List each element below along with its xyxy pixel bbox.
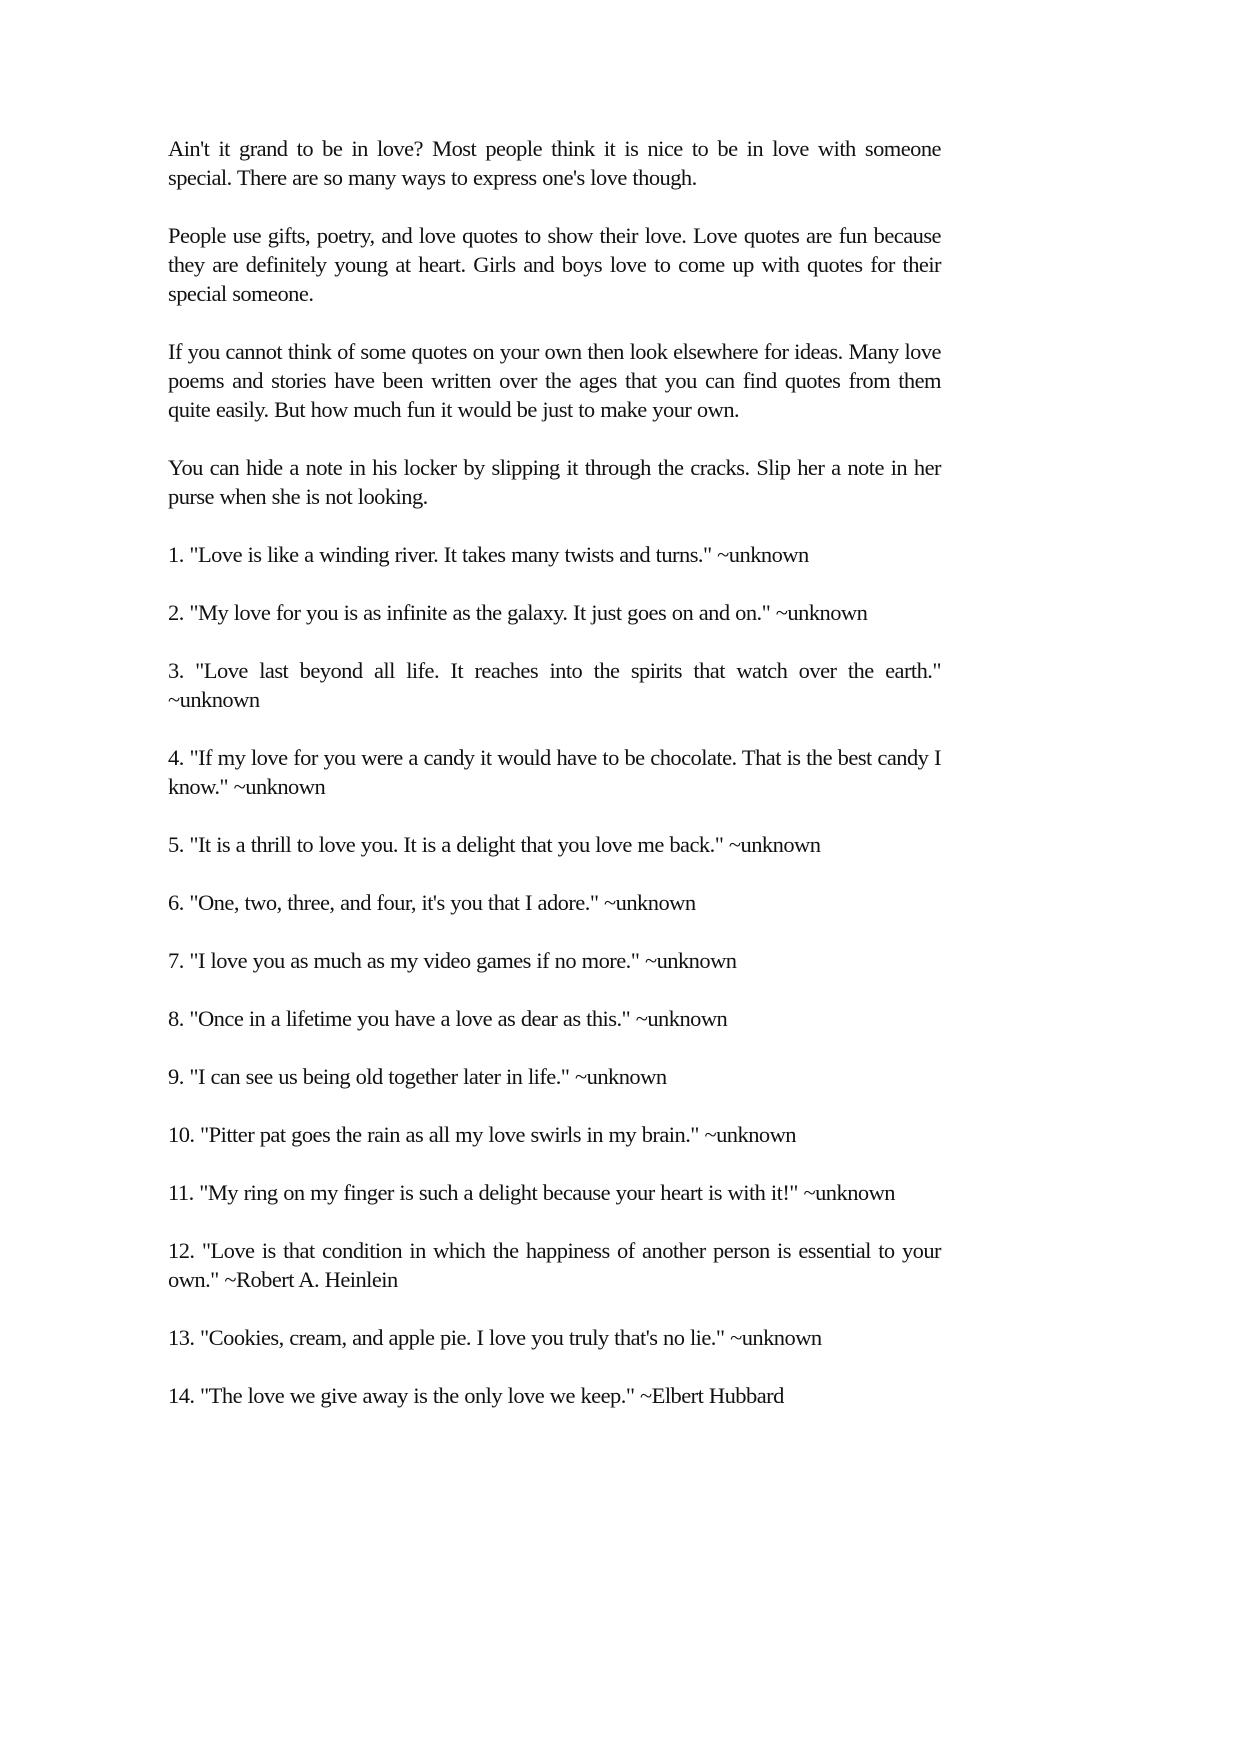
quote-item: 10. "Pitter pat goes the rain as all my love swirls in my brain." ~unknown	[168, 1122, 796, 1147]
intro-paragraph: You can hide a note in his locker by slipping it through the cracks. Slip her a note in her purse when she is not looking.	[168, 455, 941, 509]
quote-item: 4. "If my love for you were a candy it would have to be chocolate. That is the best candy I know." ~unknown	[168, 745, 941, 799]
intro-paragraph: Ain't it grand to be in love? Most people think it is nice to be in love with someone special. There are so many ways to express one's love though.	[168, 136, 941, 190]
quote-item: 11. "My ring on my finger is such a delight because your heart is with it!" ~unknown	[168, 1180, 895, 1205]
document-page	[168, 134, 941, 1439]
intro-paragraph: People use gifts, poetry, and love quotes to show their love. Love quotes are fun because they are definitely young at heart. Girls and boys love to come up with quotes for their special someone.	[168, 223, 941, 306]
quote-item: 13. "Cookies, cream, and apple pie. I love you truly that's no lie." ~unknown	[168, 1325, 822, 1350]
intro-paragraph: If you cannot think of some quotes on your own then look elsewhere for ideas. Many love poems and stories have been written over the ages that you can find quotes from them quite easily. But how much fun it would be just to make your own.	[168, 339, 941, 422]
quote-item: 14. "The love we give away is the only love we keep." ~Elbert Hubbard	[168, 1383, 784, 1408]
quote-item: 1. "Love is like a winding river. It takes many twists and turns." ~unknown	[168, 542, 809, 567]
quote-item: 8. "Once in a lifetime you have a love as dear as this." ~unknown	[168, 1006, 728, 1031]
quote-item: 12. "Love is that condition in which the happiness of another person is essential to your own." ~Robert A. Heinlein	[168, 1238, 941, 1292]
quote-item: 5. "It is a thrill to love you. It is a delight that you love me back." ~unknown	[168, 832, 821, 857]
quote-item: 3. "Love last beyond all life. It reaches into the spirits that watch over the earth." ~unknown	[168, 658, 941, 712]
quote-item: 7. "I love you as much as my video games if no more." ~unknown	[168, 948, 737, 973]
quote-item: 6. "One, two, three, and four, it's you that I adore." ~unknown	[168, 890, 696, 915]
quote-item: 2. "My love for you is as infinite as the galaxy. It just goes on and on." ~unknown	[168, 600, 868, 625]
quote-item: 9. "I can see us being old together later in life." ~unknown	[168, 1064, 667, 1089]
